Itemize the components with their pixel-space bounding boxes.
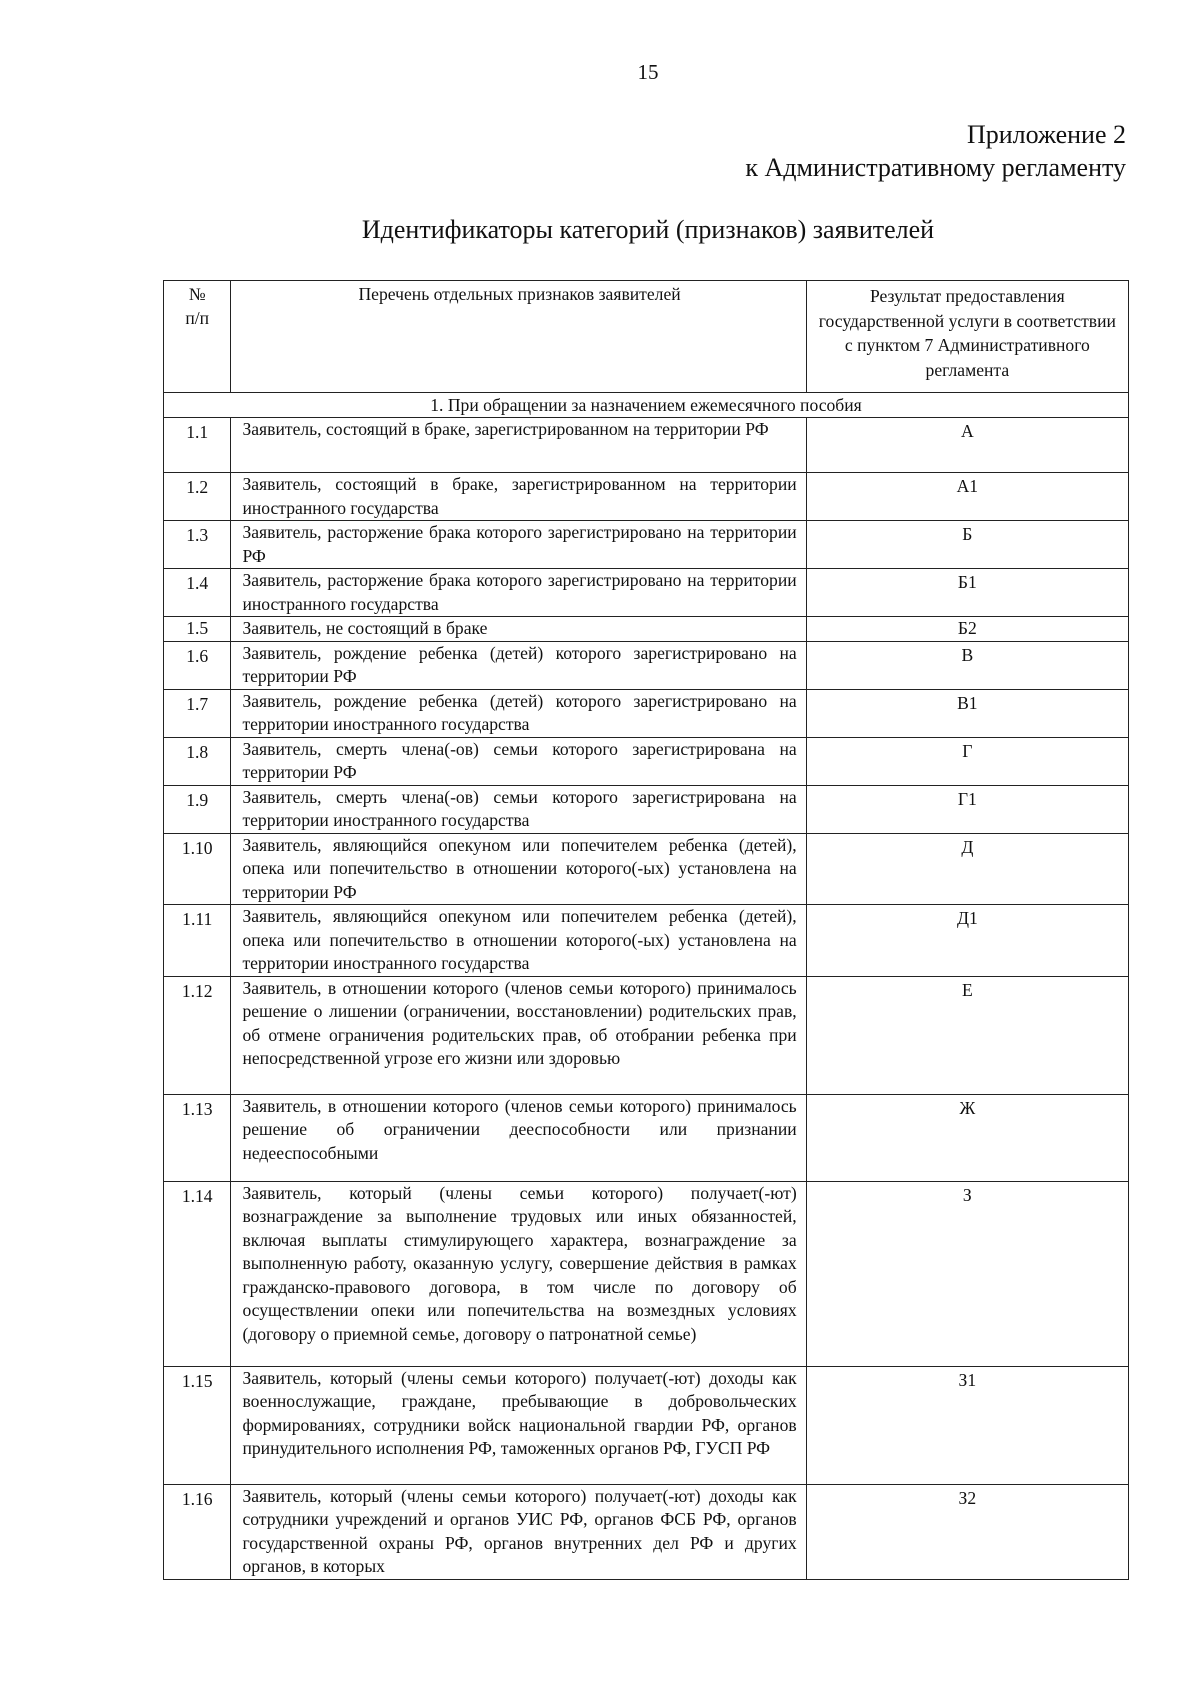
- row-result: А1: [956, 476, 979, 496]
- table-row: [164, 833, 1129, 905]
- table-row: [164, 1181, 1129, 1366]
- row-result: Г1: [957, 788, 977, 809]
- row-num: 1.7: [164, 689, 231, 737]
- row-num: 1.9: [164, 785, 231, 833]
- row-desc: Заявитель, смерть члена(-ов) семьи которого зарегистрирована на территории иностранного государства: [231, 785, 806, 833]
- row-result: В: [961, 644, 974, 665]
- row-desc: Заявитель, рождение ребенка (детей) которого зарегистрировано на территории РФ: [231, 641, 806, 689]
- row-num: 1.8: [164, 737, 231, 785]
- header-result: Результат предоставления государственной услуги в соответствии с пунктом 7 Административного регламента: [806, 281, 1128, 393]
- row-desc: Заявитель, состоящий в браке, зарегистрированном на территории иностранного государства: [231, 473, 806, 521]
- table-row: [164, 473, 1129, 521]
- appendix-caption: [745, 118, 1126, 184]
- row-num: 1.3: [164, 521, 231, 569]
- row-num: 1.14: [164, 1181, 231, 1366]
- table-row: [164, 617, 1129, 642]
- row-result: А: [960, 421, 974, 441]
- row-num: 1.12: [164, 976, 231, 1094]
- table-row: [164, 905, 1129, 977]
- row-result: Б1: [957, 572, 977, 592]
- row-desc: Заявитель, в отношении которого (членов семьи которого) принималось решение об ограничении дееспособности или признании недееспособными: [231, 1094, 806, 1181]
- table-header-row: [164, 281, 1129, 393]
- row-num: 1.16: [164, 1484, 231, 1579]
- section-label: 1. При обращении за назначением ежемесячного пособия: [164, 393, 1129, 418]
- row-result: З2: [958, 1487, 977, 1508]
- row-result: Ж: [959, 1097, 976, 1118]
- table-row: [164, 689, 1129, 737]
- table-row: [164, 641, 1129, 689]
- table-row: [164, 1484, 1129, 1579]
- row-num: 1.6: [164, 641, 231, 689]
- row-desc: Заявитель, смерть члена(-ов) семьи которого зарегистрирована на территории РФ: [231, 737, 806, 785]
- table-row: [164, 521, 1129, 569]
- row-result: Д: [961, 836, 974, 857]
- table-row: [164, 1094, 1129, 1181]
- row-num: 1.13: [164, 1094, 231, 1181]
- row-result: Е: [961, 979, 973, 1000]
- appendix-line-2: к Административному регламенту: [745, 153, 1126, 182]
- row-desc: Заявитель, в отношении которого (членов семьи которого) принималось решение о лишении (ограничении, восстановлении) родительских прав, об отмене ограничения родительских прав, об отобрании ребенка при непосредственной угрозе его жизни или здоровью: [231, 976, 806, 1094]
- row-num: 1.2: [164, 473, 231, 521]
- appendix-line-1: Приложение 2: [966, 120, 1126, 149]
- page-number: 15: [637, 60, 659, 84]
- table-row: [164, 737, 1129, 785]
- table-row: [164, 418, 1129, 473]
- table-row: [164, 569, 1129, 617]
- row-result: Б: [962, 524, 973, 544]
- row-desc: Заявитель, который (члены семьи которого) получает(-ют) доходы как сотрудники учреждений и органов УИС РФ, органов ФСБ РФ, органов государственной охраны РФ, органов внутренних дел РФ и других органов, в которых: [231, 1484, 806, 1579]
- row-num: 1.1: [164, 418, 231, 473]
- table-row: [164, 1366, 1129, 1484]
- row-num: 1.15: [164, 1366, 231, 1484]
- row-num: 1.4: [164, 569, 231, 617]
- row-desc: Заявитель, состоящий в браке, зарегистрированном на территории РФ: [231, 418, 806, 473]
- header-desc: Перечень отдельных признаков заявителей: [231, 281, 806, 393]
- row-num: 1.11: [164, 905, 231, 977]
- row-desc: Заявитель, рождение ребенка (детей) которого зарегистрировано на территории иностранного государства: [231, 689, 806, 737]
- row-desc: Заявитель, являющийся опекуном или попечителем ребенка (детей), опека или попечительство в отношении которого(-ых) установлена на территории иностранного государства: [231, 905, 806, 977]
- row-result: Б2: [957, 618, 977, 638]
- row-num: 1.5: [164, 617, 231, 642]
- row-desc: Заявитель, расторжение брака которого зарегистрировано на территории иностранного государства: [231, 569, 806, 617]
- categories-table: [163, 280, 1129, 1580]
- row-desc: Заявитель, расторжение брака которого зарегистрировано на территории РФ: [231, 521, 806, 569]
- table-row: [164, 785, 1129, 833]
- row-result: Г: [962, 740, 973, 761]
- row-desc: Заявитель, не состоящий в браке: [231, 617, 806, 642]
- section-row: [164, 393, 1129, 418]
- row-result: Д1: [956, 908, 978, 928]
- row-desc: Заявитель, который (члены семьи которого) получает(-ют) доходы как военнослужащие, граждане, пребывающие в добровольческих формированиях, сотрудники войск национальной гвардии РФ, органов принудительного исполнения РФ, таможенных органов РФ, ГУСП РФ: [231, 1366, 806, 1484]
- row-num: 1.10: [164, 833, 231, 905]
- row-result: З: [962, 1184, 972, 1205]
- row-result: З1: [958, 1369, 977, 1390]
- row-desc: Заявитель, который (члены семьи которого) получает(-ют) вознаграждение за выполнение трудовых или иных обязанностей, включая выплаты стимулирующего характера, вознаграждение за выполненную работу, оказанную услугу, совершение действия в рамках гражданско-правового договора, в том числе по договору об осуществлении опеки или попечительства на возмездных условиях (договору о приемной семье, договору о патронатной семье): [231, 1181, 806, 1366]
- header-num: № п/п: [164, 281, 231, 393]
- table-row: [164, 976, 1129, 1094]
- row-desc: Заявитель, являющийся опекуном или попечителем ребенка (детей), опека или попечительство в отношении которого(-ых) установлена на территории РФ: [231, 833, 806, 905]
- row-result: В1: [957, 692, 978, 713]
- document-title: Идентификаторы категорий (признаков) заявителей: [361, 215, 935, 244]
